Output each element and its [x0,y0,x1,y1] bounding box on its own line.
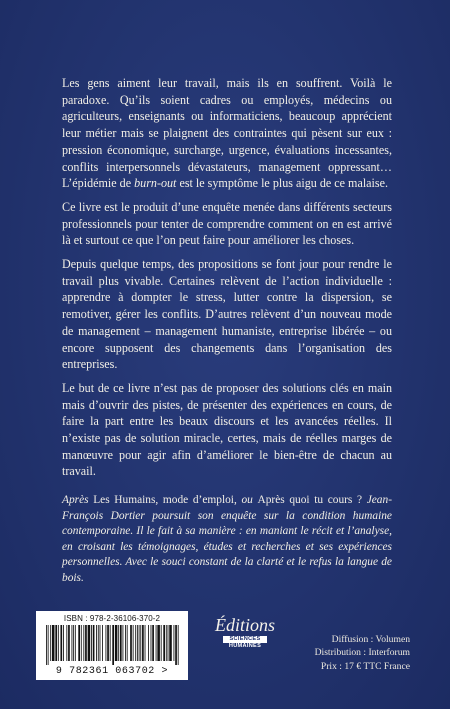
barcode-stripe [107,625,109,661]
blurb [62,75,392,480]
publisher-name: Éditions [214,615,275,635]
barcode-stripe [68,625,70,661]
barcode-stripe [157,625,160,661]
barcode-stripe [98,625,99,661]
barcode-stripe [106,625,107,661]
barcode-stripe [93,625,95,661]
barcode-stripe [137,625,138,661]
barcode-stripe [83,625,84,661]
barcode-stripe [152,625,154,661]
diffusion-text: Diffusion : Volumen [331,634,410,645]
barcode-stripe [55,625,57,661]
barcode-stripe [133,625,134,661]
barcode-stripe [85,625,87,661]
barcode-stripe [156,625,157,661]
blurb-paragraph-1 [62,75,392,192]
barcode-stripe [175,625,177,665]
barcode-label [36,611,188,680]
publisher-logo [214,614,276,686]
blurb-p1-end: est le symptôme le plus aigu de ce malaise. [176,176,389,191]
blurb-p1-emphasis: burn-out [134,176,177,191]
barcode-stripe [73,625,74,661]
barcode-stripe [161,625,162,661]
barcode-stripe [81,625,82,661]
barcode-stripe [168,625,169,661]
barcode-stripe [66,625,67,661]
barcode-stripe [115,625,118,661]
barcode-stripe [50,625,51,661]
blurb-p1-start: Les gens aiment leur travail, mais ils en souffrent. Voilà le paradoxe. Qu’ils soient cadres ou employés, médecins ou agriculteurs, enseignants ou informaticiens, beaucoup apprécient leur métier mais se plaignent des contraintes qui pèsent sur eux : pression économique, surcharge, urgence, évaluations incessantes, conflits interpersonnels dévastateurs, management oppressant… L’épidémie de [62,76,392,191]
blurb-paragraph-4: Le but de ce livre n’est pas de proposer des solutions clés en main mais d’ouvrir des pistes, de présenter des expériences en cours, de faire la part entre les beaux discours et les avancées réelles. Il n’existe pas de solution miracle, certes, mais de réelles marges de manœuvre pour agir afin d’améliorer le bien-être de chacun au travail. [62,380,392,479]
barcode-stripe [139,625,140,661]
barcode-stripe [127,625,128,661]
distribution-text: Distribution : Interforum [314,647,410,659]
isbn-text: ISBN : 978-2-36106-370-2 [63,614,161,623]
barcode-stripe [102,625,103,661]
barcode-stripe [142,625,144,661]
barcode-stripe [174,625,175,661]
barcode-stripe [145,625,146,661]
barcode-stripe [110,625,111,661]
barcode-stripe [88,625,91,661]
tagline-part-3: Jean-François Dortier poursuit son enquête sur la condition humaine contemporaine. Il le fait à sa manière : en maniant le récit et l’analyse, en croisant les témoignages, études et recherches et ses expériences personnelles. Avec le souci constant de la clarté et le refus la langue de bois. [62,494,392,584]
tagline-part-2: ou [236,494,258,506]
barcode-stripe [151,625,152,661]
barcode-stripe [100,625,101,661]
barcode-stripe [130,625,132,661]
barcode-stripe [91,625,92,661]
price-text: Prix : 17 € TTC France [320,660,410,672]
barcode-stripe [169,625,172,661]
barcode-stripe [52,625,55,661]
barcode-stripe [60,625,62,661]
distribution-info [270,633,410,673]
barcode-stripe [72,625,73,661]
barcode-stripe [78,625,80,661]
barcode-stripe [46,625,47,665]
barcode-stripe [125,625,126,661]
blurb-paragraph-3: Depuis quelque temps, des propositions se font jour pour rendre le travail plus vivable. Certaines relèvent de l’action individuelle : apprendre à dompter le stress, lutter contre la dispersion, se remotiver, gérer les conflits. D’autres relèvent d’un nouveau mode de management – management humaniste, entreprise libérée – ou encore supposent des changements dans l’organisation des entreprises. [62,257,392,372]
tagline-title-2: Après quoi tu cours ? [257,494,363,506]
barcode-stripe [63,625,64,661]
barcode-stripe [75,625,76,661]
barcode-stripe [178,625,179,665]
barcode-stripe [112,625,114,665]
barcode-stripe [48,625,49,665]
tagline-title-1: Les Humains, mode d’emploi, [93,494,237,506]
tagline-part-1: Après [62,494,94,506]
barcode-stripe [120,625,122,661]
barcode-stripe [96,625,97,661]
barcode-stripe [118,625,119,661]
barcode-stripe [135,625,136,661]
ean-digits: 9 782361 063702 > [55,666,169,677]
author-tagline [62,493,392,587]
barcode-stripe [166,625,167,661]
barcode-stripe [123,625,124,661]
barcode-stripe [140,625,141,661]
barcode-stripe [163,625,165,661]
blurb-paragraph-2: Ce livre est le produit d’une enquête menée dans différents secteurs professionnels pour tenter de comprendre comment on en est arrivé là et surtout ce que l’on peut faire pour améliorer les choses. [62,199,392,248]
barcode-stripe [58,625,59,661]
barcode-bars [44,625,180,665]
publisher-line-2: HUMAINES [228,643,262,649]
publisher-line-1: SCIENCES [223,636,267,643]
barcode-stripe [148,625,149,661]
